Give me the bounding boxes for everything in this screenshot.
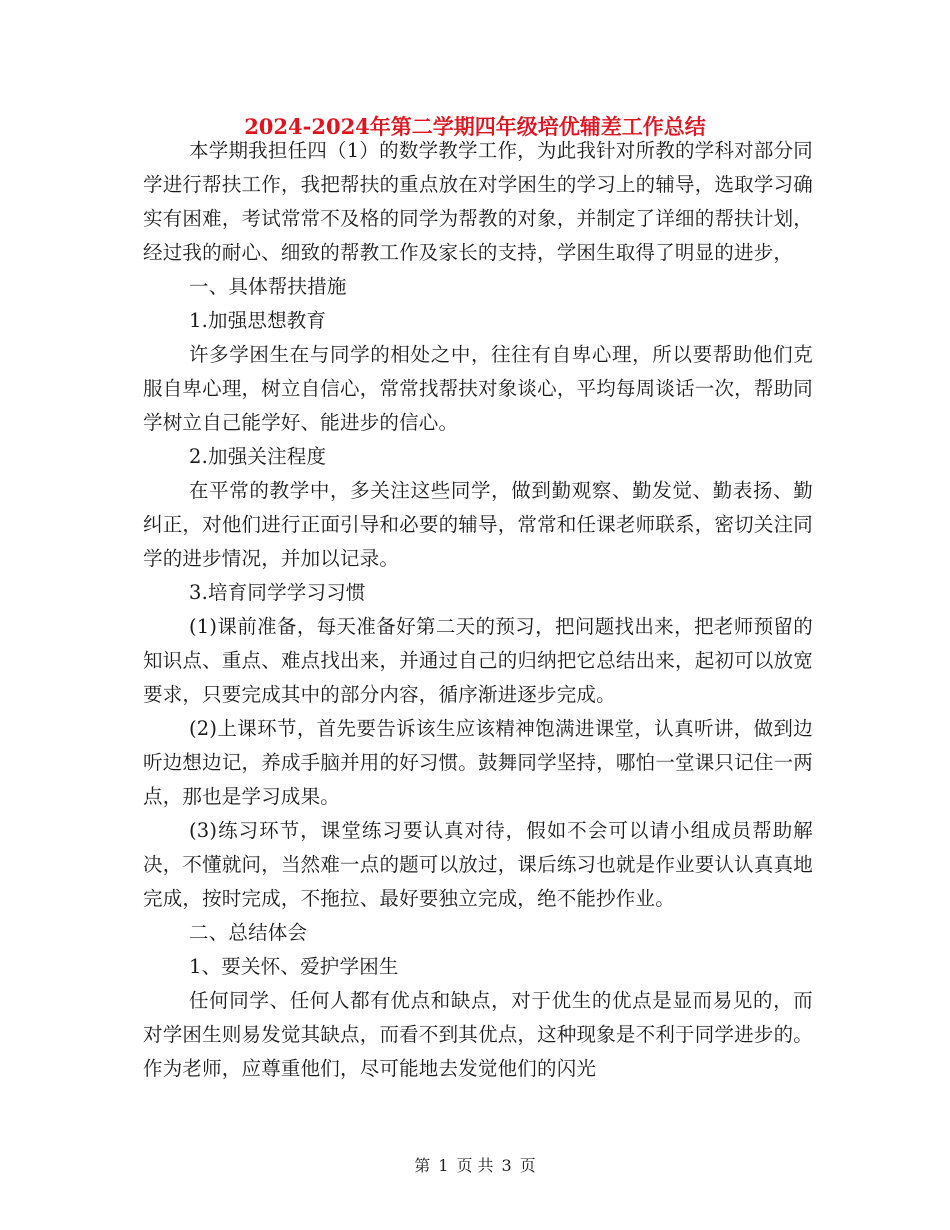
- heading-summary: 二、总结体会: [189, 921, 308, 944]
- document-body: [143, 134, 813, 1086]
- subheading-habits: 3.培育同学学习习惯: [189, 581, 366, 604]
- paragraph-habit-2: (2)上课环节，首先要告诉该生应该精神饱满进课堂，认真听讲，做到边听边想边记，养成手脑并用的好习惯。鼓舞同学坚持，哪怕一堂课只记住一两点，那也是学习成果。: [143, 717, 813, 808]
- subheading-thought-education: 1.加强思想教育: [189, 309, 327, 332]
- footer-mid: 页 共: [456, 1156, 494, 1175]
- subheading-attention: 2.加强关注程度: [189, 445, 327, 468]
- paragraph-habit-1: (1)课前准备，每天准备好第二天的预习，把问题找出来，把老师预留的知识点、重点、难点找出来，并通过自己的归纳把它总结出来，起初可以放宽要求，只要完成其中的部分内容，循序渐进逐步完成。: [143, 615, 813, 706]
- paragraph-thought-education: 许多学困生在与同学的相处之中，往往有自卑心理，所以要帮助他们克服自卑心理，树立自信心，常常找帮扶对象谈心，平均每周谈话一次，帮助同学树立自己能学好、能进步的信心。: [143, 343, 813, 434]
- footer-page-number: 1: [438, 1156, 449, 1175]
- document-title: 2024-2024年第二学期四年级培优辅差工作总结: [244, 114, 706, 139]
- paragraph-care: 任何同学、任何人都有优点和缺点，对于优生的优点是显而易见的，而对学困生则易发觉其缺点，而看不到其优点，这种现象是不利于同学进步的。作为老师，应尊重他们，尽可能地去发觉他们的闪光: [143, 989, 813, 1080]
- footer-total-pages: 3: [501, 1156, 512, 1175]
- heading-measures: 一、具体帮扶措施: [189, 275, 347, 298]
- paragraph-attention: 在平常的教学中，多关注这些同学，做到勤观察、勤发觉、勤表扬、勤纠正，对他们进行正面引导和必要的辅导，常常和任课老师联系，密切关注同学的进步情况，并加以记录。: [143, 479, 813, 570]
- paragraph-habit-3: (3)练习环节，课堂练习要认真对待，假如不会可以请小组成员帮助解决，不懂就问，当然难一点的题可以放过，课后练习也就是作业要认认真真地完成，按时完成，不拖拉、最好要独立完成，绝不能抄作业。: [143, 819, 813, 910]
- footer-suffix: 页: [519, 1156, 536, 1175]
- footer-prefix: 第: [414, 1156, 431, 1175]
- subheading-care: 1、要关怀、爱护学困生: [189, 955, 399, 978]
- page-footer: [0, 1155, 950, 1177]
- paragraph-intro: 本学期我担任四（1）的数学教学工作，为此我针对所教的学科对部分同学进行帮扶工作，我把帮扶的重点放在对学困生的学习上的辅导，选取学习确实有困难，考试常常不及格的同学为帮教的对象，并制定了详细的帮扶计划，经过我的耐心、细致的帮教工作及家长的支持，学困生取得了明显的进步，: [143, 139, 813, 264]
